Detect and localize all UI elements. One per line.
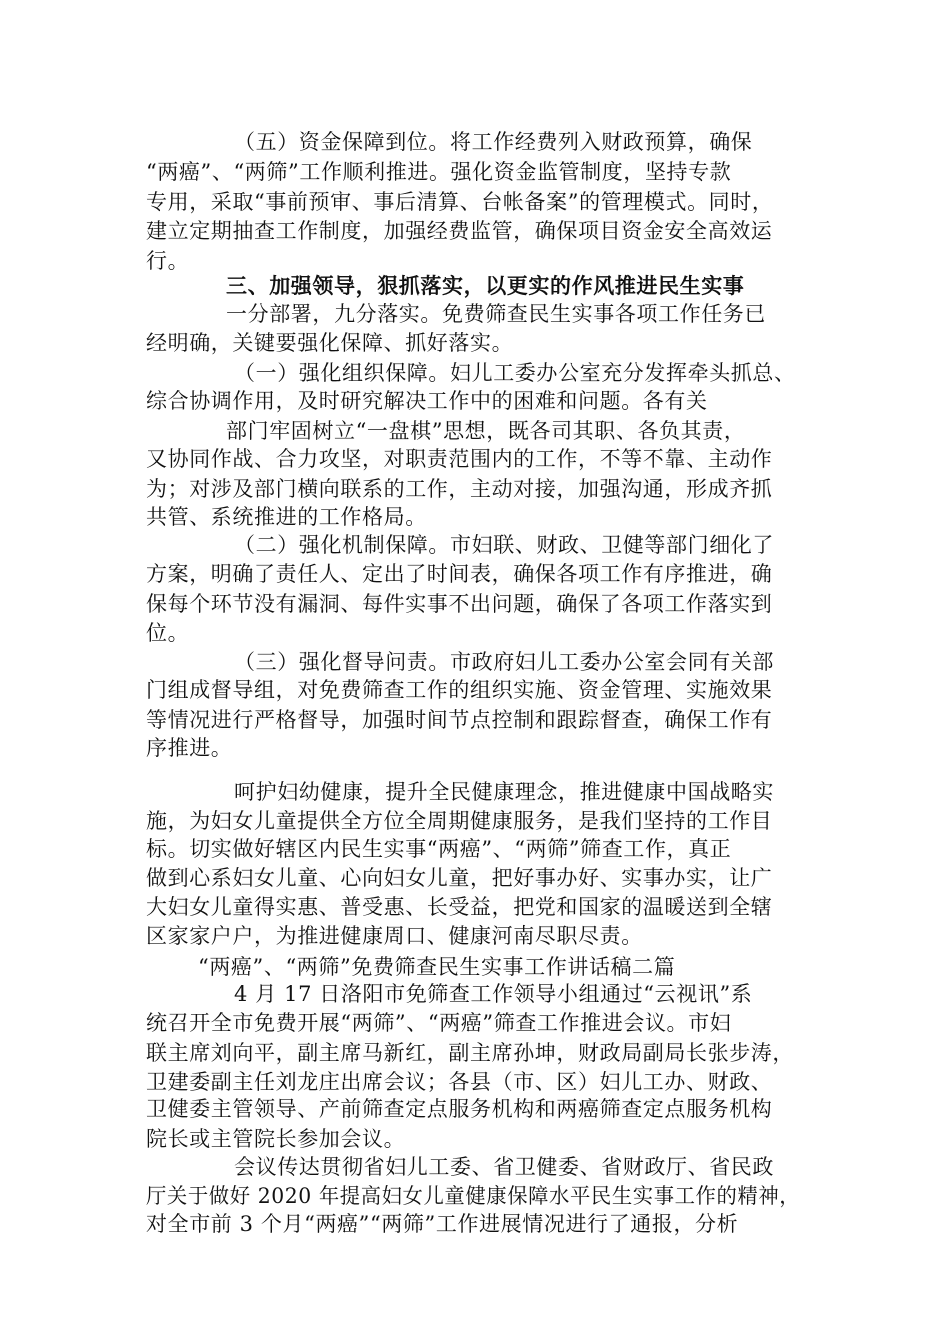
paragraph-line: “两癌”、“两筛”工作顺利推进。强化资金监管制度，坚持专款	[146, 160, 732, 184]
paragraph-line: 卫健委主管领导、产前筛查定点服务机构和两癌筛查定点服务机构	[146, 1097, 773, 1121]
paragraph-line: 等情况进行严格督导，加强时间节点控制和跟踪督查，确保工作有	[146, 708, 773, 732]
paragraph-line: 经明确，关键要强化保障、抓好落实。	[146, 331, 514, 355]
paragraph-line: （三）强化督导问责。市政府妇儿工委办公室会同有关部	[234, 650, 774, 674]
paragraph-line: 厅关于做好 2020 年提高妇女儿童健康保障水平民生实事工作的精神，	[146, 1184, 801, 1208]
paragraph-line: 专用，采取“事前预审、事后清算、台帐备案”的管理模式。同时，	[146, 190, 774, 214]
paragraph-line: 序推进。	[146, 736, 233, 760]
paragraph-line: 为；对涉及部门横向联系的工作，主动对接，加强沟通，形成齐抓	[146, 477, 773, 501]
paragraph-line: 对全市前 3 个月“两癌”“两筛”工作进展情况进行了通报，分析	[146, 1212, 739, 1236]
paragraph-line: 院长或主管院长参加会议。	[146, 1127, 406, 1151]
paragraph-line: （一）强化组织保障。妇儿工委办公室充分发挥牵头抓总、	[234, 361, 796, 385]
paragraph-line: 方案，明确了责任人、定出了时间表，确保各项工作有序推进，确	[146, 562, 773, 586]
paragraph-line: 行。	[146, 249, 190, 273]
paragraph-line: 卫建委副主任刘龙庄出席会议；各县（市、区）妇儿工办、财政、	[146, 1070, 773, 1094]
paragraph-line: 统召开全市免费开展“两筛”、“两癌”筛查工作推进会议。市妇	[146, 1011, 732, 1035]
paragraph-line: 又协同作战、合力攻坚，对职责范围内的工作，不等不靠、主动作	[146, 447, 773, 471]
paragraph-line: 大妇女儿童得实惠、普受惠、长受益，把党和国家的温暖送到全辖	[146, 895, 773, 919]
paragraph-line: 做到心系妇女儿童、心向妇女儿童，把好事办好、实事办实，让广	[146, 866, 773, 890]
paragraph-line: 综合协调作用，及时研究解决工作中的困难和问题。各有关	[146, 389, 708, 413]
paragraph-line: 一分部署，九分落实。免费筛查民生实事各项工作任务已	[226, 302, 766, 326]
paragraph-line: 保每个环节没有漏洞、每件实事不出问题，确保了各项工作落实到	[146, 592, 773, 616]
paragraph-line: 部门牢固树立“一盘棋”思想，既各司其职、各负其责，	[226, 419, 746, 443]
paragraph-line: 会议传达贯彻省妇儿工委、省卫健委、省财政厅、省民政	[234, 1155, 774, 1179]
paragraph-line: （五）资金保障到位。将工作经费列入财政预算，确保	[234, 130, 753, 154]
paragraph-line: 联主席刘向平，副主席马新红，副主席孙坤，财政局副局长张步涛，	[146, 1041, 794, 1065]
section-heading: 三、加强领导，狠抓落实，以更实的作风推进民生实事	[226, 273, 745, 298]
paragraph-line: 施，为妇女儿童提供全方位全周期健康服务，是我们坚持的工作目	[146, 809, 773, 833]
paragraph-line: 位。	[146, 621, 190, 645]
paragraph-line: （二）强化机制保障。市妇联、财政、卫健等部门细化了	[234, 533, 774, 557]
paragraph-line: 4 月 17 日洛阳市免筛查工作领导小组通过“云视讯”系	[234, 982, 753, 1006]
paragraph-line: 门组成督导组，对免费筛查工作的组织实施、资金管理、实施效果	[146, 678, 773, 702]
paragraph-line: 建立定期抽查工作制度，加强经费监管，确保项目资金安全高效运	[146, 219, 773, 243]
paragraph-line: 区家家户户，为推进健康周口、健康河南尽职尽责。	[146, 924, 643, 948]
article-title: “两癌”、“两筛”免费筛查民生实事工作讲话稿二篇	[198, 955, 676, 979]
paragraph-line: 呵护妇幼健康，提升全民健康理念，推进健康中国战略实	[234, 780, 774, 804]
paragraph-line: 共管、系统推进的工作格局。	[146, 505, 427, 529]
paragraph-line: 标。切实做好辖区内民生实事“两癌”、“两筛”筛查工作，真正	[146, 837, 732, 861]
